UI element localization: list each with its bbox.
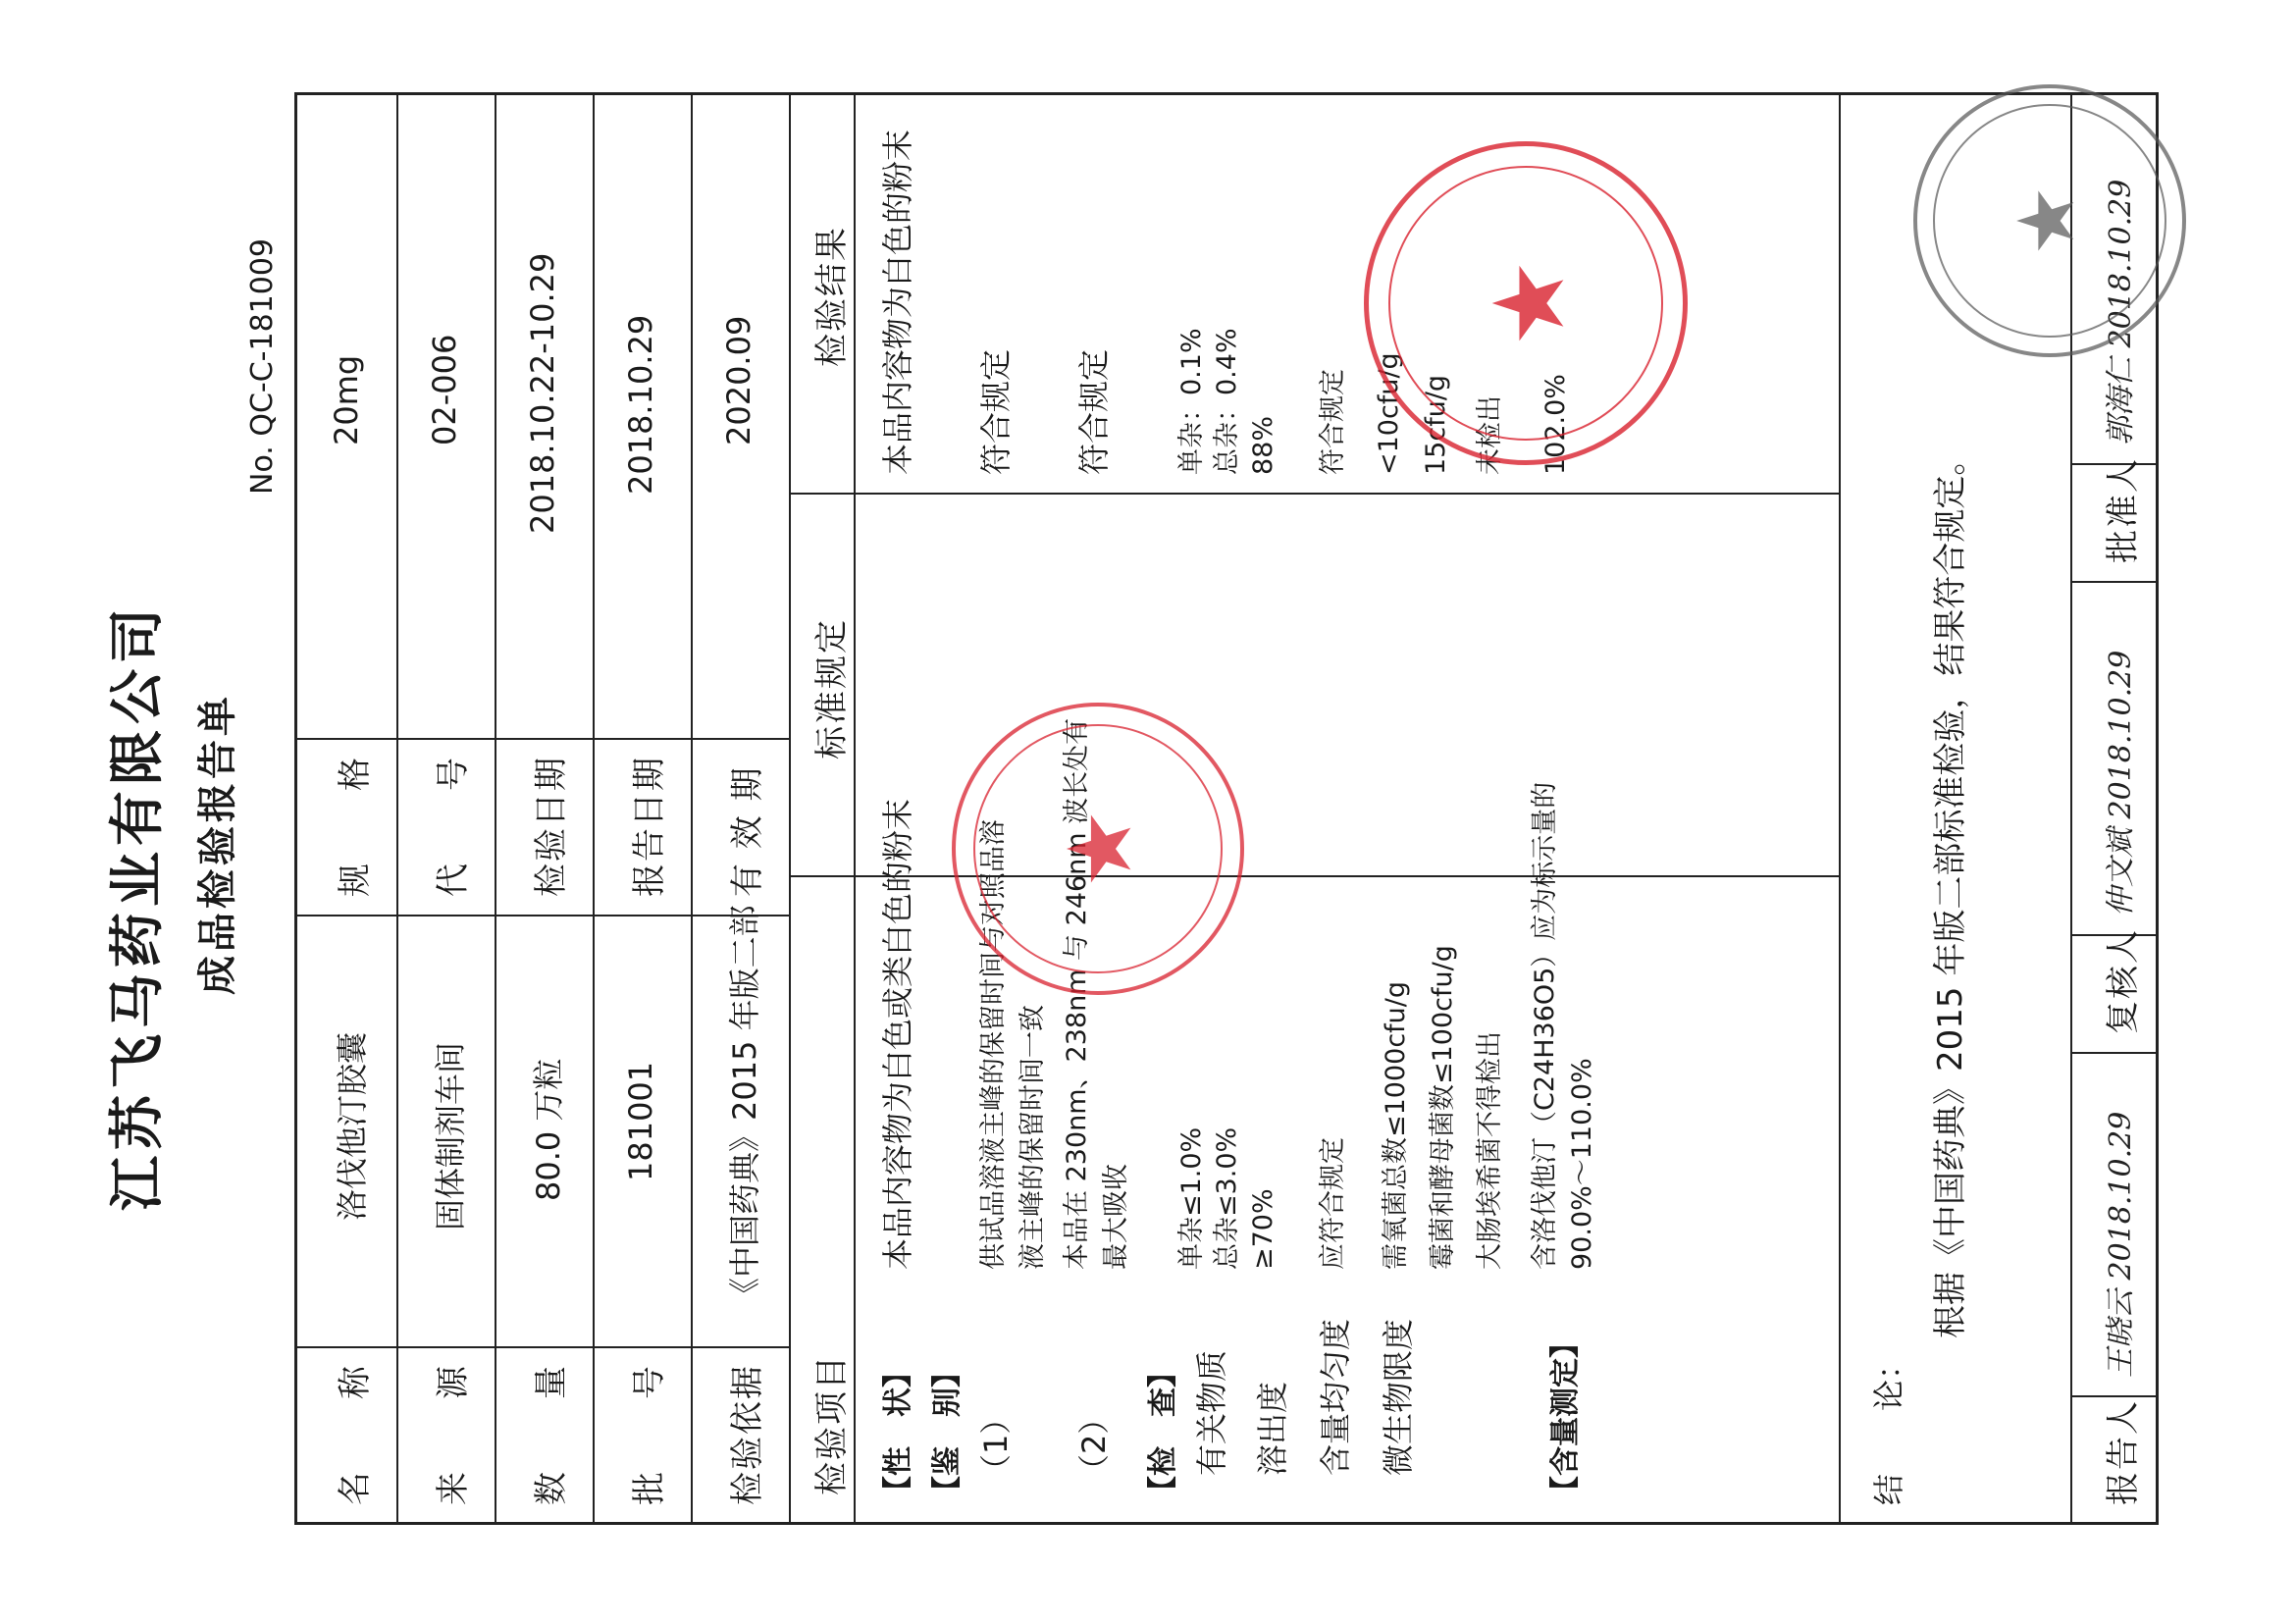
code-label: 代 号 [434,756,473,897]
col-item-header: 检验项目 [812,1354,852,1495]
reviewer-signature: 仲文斌 2018.10.29 [2104,650,2138,916]
microbial-limit-label: 微生物限度 [1380,1318,1417,1476]
test-date-label: 检验日期 [532,756,571,897]
report-date-label: 报告日期 [630,756,669,897]
batch-value: 181001 [622,1061,659,1181]
document-title: 成品检验报告单 [195,693,240,995]
star-icon: ★ [1049,809,1152,889]
reporter-signature: 王晓云 2018.10.29 [2104,1111,2138,1378]
character-standard: 本品内容物为白色或类白色的粉末 [879,798,916,1270]
star-icon: ★ [2001,185,2092,256]
related-result-line1: 单杂：0.1% [1176,328,1207,475]
basis-label: 检验依据 [728,1364,767,1505]
col-result-header: 检验结果 [812,226,852,367]
conclusion-text: 根据《中国药典》2015 年版二部标准检验，结果符合规定。 [1931,442,1970,1338]
dissolution-result: 88% [1248,415,1278,475]
id1-result: 符合规定 [977,348,1015,475]
microbial-result-line1: <10cfu/g [1374,352,1404,475]
related-result-line2: 总杂：0.4% [1212,328,1242,475]
id2-result: 符合规定 [1075,348,1113,475]
assay-section: 【含量测定】 [1548,1329,1583,1505]
related-standard-line1: 单杂≤1.0% [1176,1126,1207,1270]
microbial-standard-line1: 需氧菌总数≤1000cfu/g [1381,980,1411,1270]
conclusion-label: 结 论： [1870,1347,1907,1505]
related-standard-line2: 总杂≤3.0% [1212,1126,1242,1270]
spec-value: 20mg [328,354,365,445]
basis-value: 《中国药典》2015 年版二部 [726,905,763,1309]
character-result: 本品内容物为白色的粉末 [879,129,916,475]
id1-standard-line1: 供试品溶液主峰的保留时间与对照品溶 [978,819,1009,1270]
source-value: 固体制剂车间 [432,1041,469,1230]
microbial-standard-line3: 大肠埃希菌不得检出 [1475,1031,1505,1270]
reviewer-label: 复核人 [2104,928,2143,1034]
content-uniformity-standard: 应符合规定 [1318,1137,1348,1270]
feima-company-stamp [1913,84,2186,357]
microbial-result-line2: 15cfu/g [1421,374,1451,475]
name-label: 名 称 [336,1364,375,1505]
assay-standard-line2: 90.0%～110.0% [1567,1058,1597,1270]
source-label: 来 源 [434,1364,473,1505]
content-uniformity-label: 含量均匀度 [1317,1318,1354,1476]
assay-result: 102.0% [1540,374,1571,475]
test-date-value: 2018.10.22-10.29 [524,252,561,534]
expiry-label: 有 效 期 [728,765,767,897]
id2-standard-line1: 本品在 230nm、238nm 与 246nm 波长处有 [1062,717,1092,1270]
microbial-standard-line2: 霉菌和酵母菌数≤100cfu/g [1428,945,1458,1270]
reporter-label: 报告人 [2104,1399,2143,1505]
id2-standard-line2: 最大吸收 [1101,1164,1131,1270]
expiry-value: 2020.09 [720,315,757,445]
character-section: 【性 状】 [881,1358,915,1505]
approver-signature: 郭海仁 2018.10.29 [2104,179,2138,445]
microbial-result-line3: 未检出 [1475,395,1505,475]
report-date-value: 2018.10.29 [622,314,659,495]
identification-section: 【鉴 别】 [930,1358,965,1505]
related-substances-label: 有关物质 [1193,1349,1230,1476]
spec-label: 规 格 [336,756,375,897]
code-value: 02-006 [426,334,463,445]
quantity-label: 数 量 [532,1364,571,1505]
id1-label: （1） [977,1402,1015,1486]
assay-standard-line1: 含洛伐他汀（C24H36O5）应为标示量的 [1530,781,1560,1270]
name-value: 洛伐他汀胶囊 [334,1031,371,1221]
quality-inspection-stamp [952,703,1244,995]
content-uniformity-result: 符合规定 [1318,369,1348,475]
batch-label: 批 号 [630,1364,669,1505]
approver-label: 批准人 [2104,457,2143,563]
star-icon: ★ [1472,259,1587,347]
col-standard-header: 标准规定 [812,618,852,759]
quantity-value: 80.0 万粒 [530,1058,567,1201]
company-name: 江苏飞马药业有限公司 [106,602,170,1211]
dissolution-label: 溶出度 [1254,1381,1291,1476]
id1-standard-line2: 液主峰的保留时间一致 [1018,1005,1048,1270]
dissolution-standard: ≥70% [1248,1188,1278,1270]
id2-label: （2） [1075,1402,1113,1486]
document-number: No. QC-C-181009 [245,237,280,495]
nanjing-company-stamp [1364,141,1688,465]
check-section: 【检 查】 [1146,1358,1180,1505]
